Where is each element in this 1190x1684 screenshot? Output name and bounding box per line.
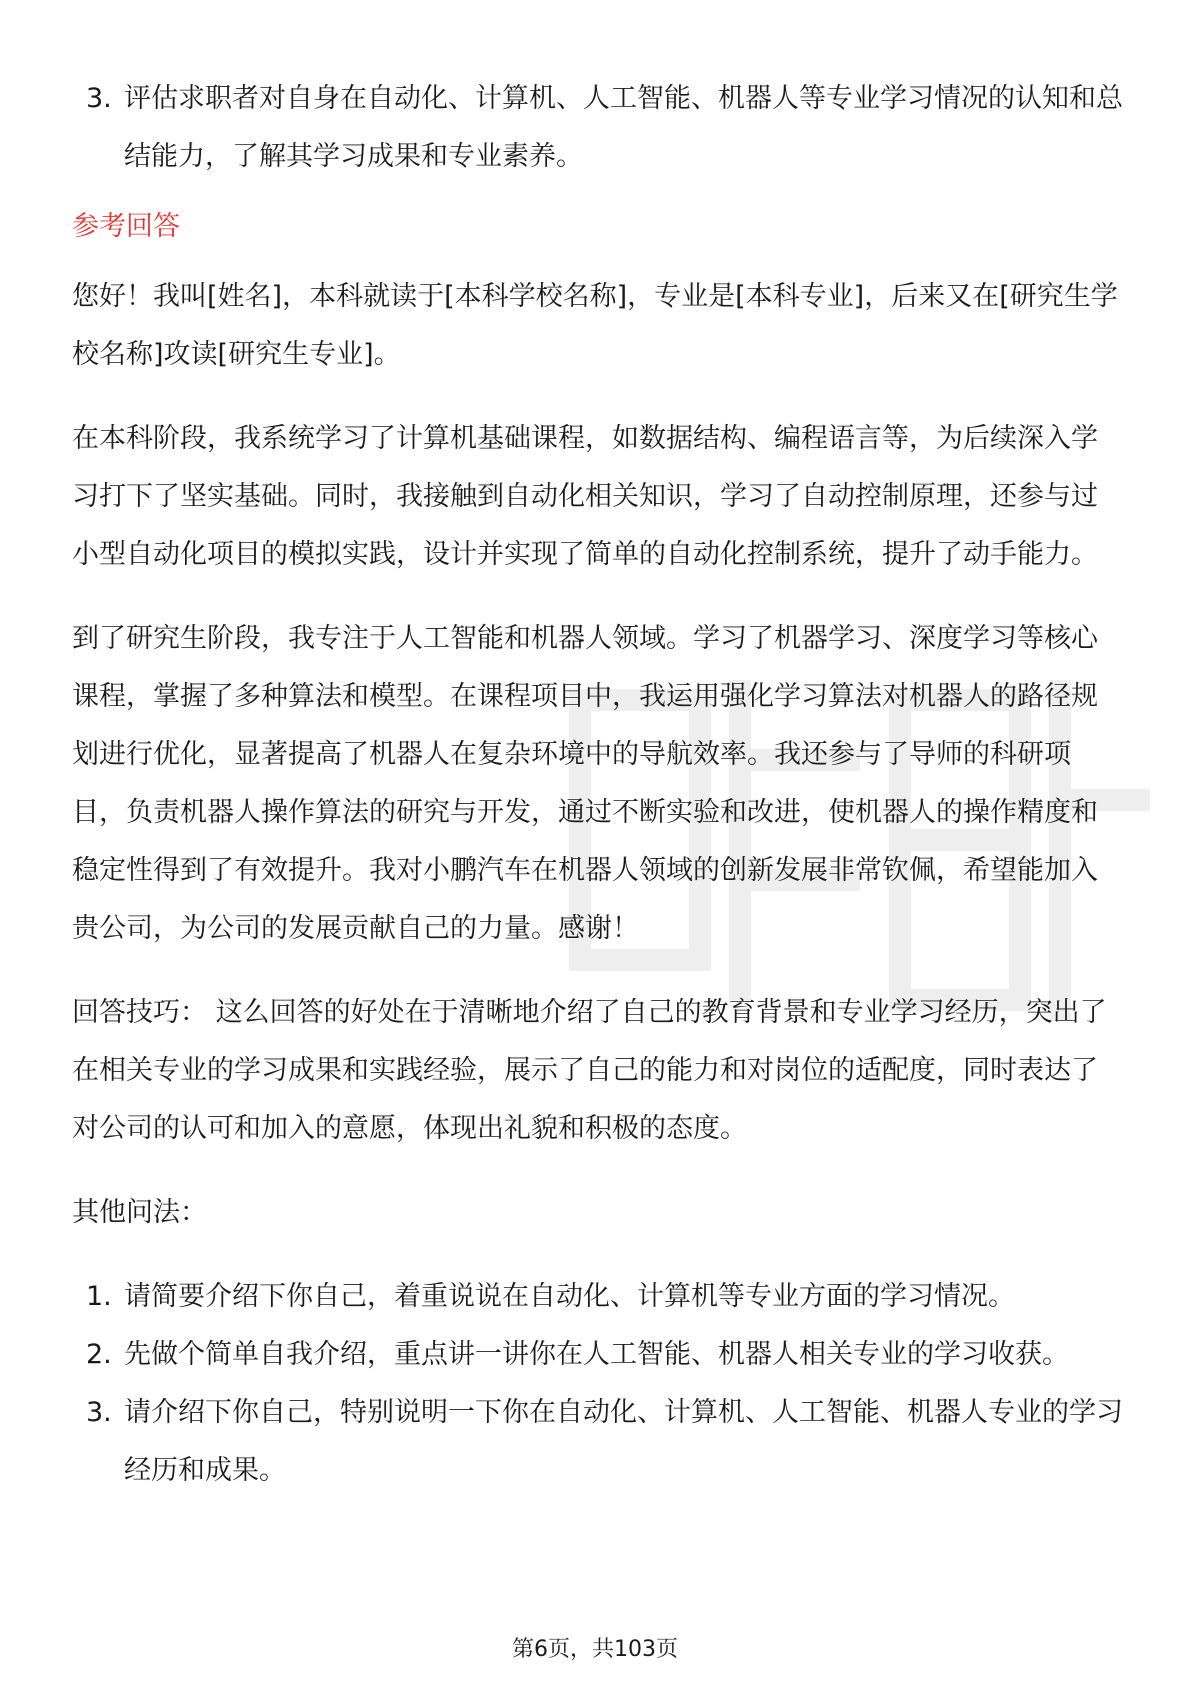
- list-number: 3.: [86, 1397, 112, 1428]
- paragraph-greeting: 您好！我叫[姓名]，本科就读于[本科学校名称]，专业是[本科专业]，后来又在[研究生学校名称]攻读[研究生专业]。: [72, 281, 1118, 370]
- list-number: 1.: [86, 1281, 112, 1312]
- document-body: [72, 70, 1124, 1500]
- list-item: [72, 1268, 1124, 1326]
- list-item: [72, 1384, 1124, 1500]
- list-item: [72, 1326, 1124, 1384]
- other-questions-list: [72, 1268, 1124, 1500]
- paragraph-graduate: 到了研究生阶段，我专注于人工智能和机器人领域。学习了机器学习、深度学习等核心课程，掌握了多种算法和模型。在课程项目中，我运用强化学习算法对机器人的路径规划进行优化，显著提高了机器人在复杂环境中的导航效率。我还参与了导师的科研项目，负责机器人操作算法的研究与开发，通过不断实验和改进，使机器人的操作精度和稳定性得到了有效提升。我对小鹏汽车在机器人领域的创新发展非常钦佩，希望能加入贵公司，为公司的发展贡献自己的力量。感谢！: [72, 623, 1098, 944]
- page-footer: 第6页，共103页: [512, 1637, 678, 1662]
- list-number: 3.: [86, 83, 112, 114]
- paragraph-other-questions-heading: 其他问法：: [72, 1197, 207, 1228]
- paragraph-answer-tips: 回答技巧： 这么回答的好处在于清晰地介绍了自己的教育背景和专业学习经历，突出了在相关专业的学习成果和实践经验，展示了自己的能力和对岗位的适配度，同时表达了对公司的认可和加入的意愿，体现出礼貌和积极的态度。: [72, 997, 1107, 1144]
- list-text: 请简要介绍下你自己，着重说说在自动化、计算机等专业方面的学习情况。: [124, 1281, 1015, 1312]
- paragraph-undergraduate: 在本科阶段，我系统学习了计算机基础课程，如数据结构、编程语言等，为后续深入学习打下了坚实基础。同时，我接触到自动化相关知识，学习了自动控制原理，还参与过小型自动化项目的模拟实践，设计并实现了简单的自动化控制系统，提升了动手能力。: [72, 423, 1098, 570]
- list-text: 先做个简单自我介绍，重点讲一讲你在人工智能、机器人相关专业的学习收获。: [124, 1339, 1069, 1370]
- list-item: [72, 70, 1124, 186]
- intro-numbered-list: [72, 70, 1124, 186]
- list-number: 2.: [86, 1339, 112, 1370]
- list-text: 请介绍下你自己，特别说明一下你在自动化、计算机、人工智能、机器人专业的学习经历和成果。: [124, 1397, 1123, 1486]
- list-text: 评估求职者对自身在自动化、计算机、人工智能、机器人等专业学习情况的认知和总结能力，了解其学习成果和专业素养。: [124, 83, 1123, 172]
- section-title: 参考回答: [72, 211, 180, 242]
